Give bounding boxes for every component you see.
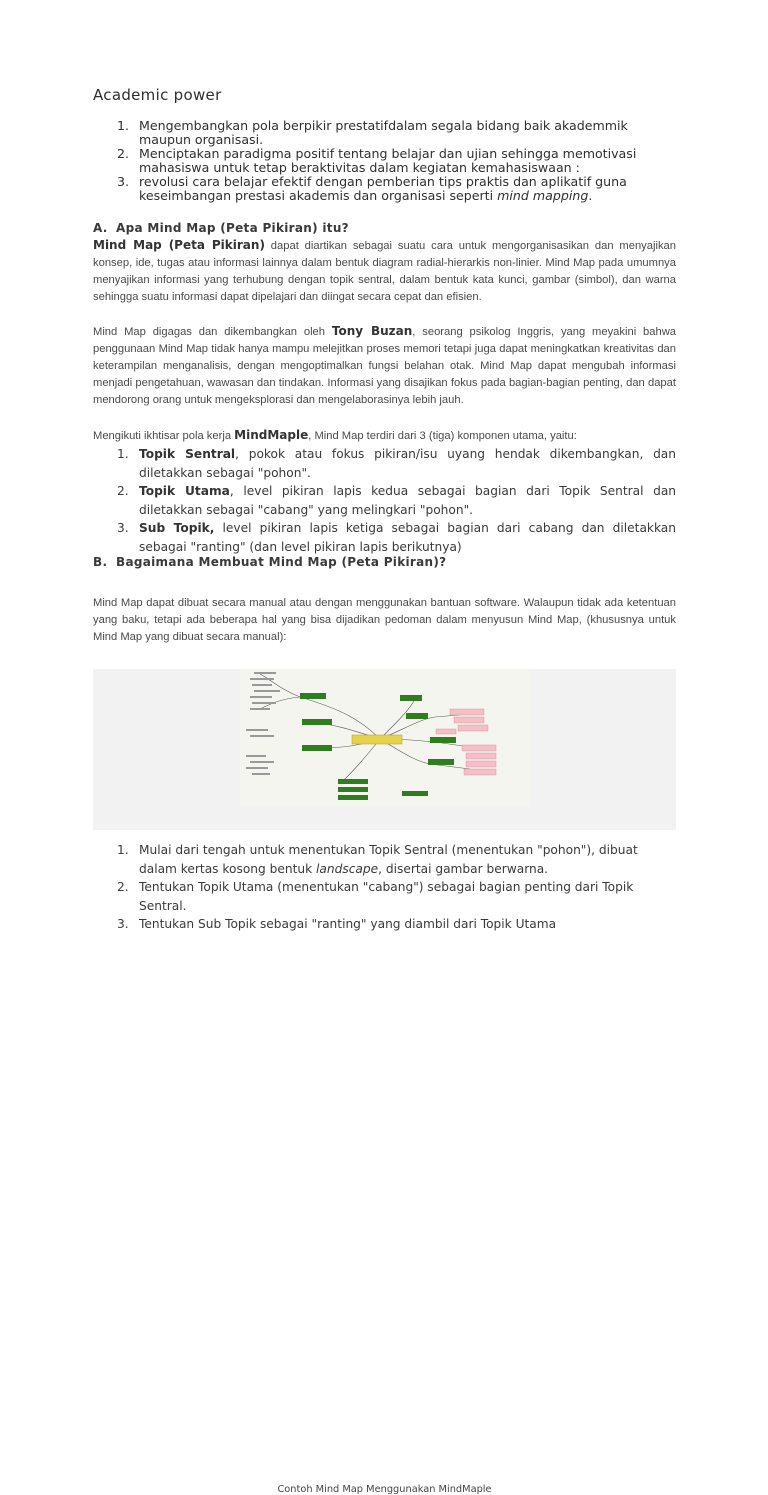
paragraph-how-to: Mind Map dapat dibuat secara manual atau dengan menggunakan bantuan software. Walaupun tidak ada ketentuan yang baku, tetapi ada beberapa hal yang bisa dijadikan pedoman dalam menyusun Mind Map, (khususnya untuk Mind Map yang dibuat secara manual): [93,597,676,644]
list-number: 2. [117,484,129,498]
list-number: 3. [117,174,130,189]
list-item-text: Menciptakan paradigma positif tentang belajar dan ujian sehingga memotivasi mahasiswa untuk tetap beraktivitas dalam kegiatan kemahasiswaan : [139,146,637,175]
list-item-text: Mengembangkan pola berpikir prestatifdalam segala bidang baik akademmik maupun organisasi. [139,118,628,147]
list-item [93,915,676,934]
section-title: Bagaimana Membuat Mind Map (Peta Pikiran)? [116,555,447,569]
steps-list [93,841,676,934]
list-item-text: revolusi cara belajar efektif dengan pemberian tips praktis dan aplikatif guna keseimbangan prestasi akademis dan organisasi seperti [139,174,627,203]
list-item-italic: landscape [316,861,379,876]
list-item [93,519,676,556]
list-item [93,175,676,202]
paragraph-text: dapat diartikan sebagai suatu cara untuk mengorganisasikan dan menyajikan konsep, ide, tugas atau informasi lainnya dalam bentuk diagram radial-hierarkis non-linier. Mind Map pada umumnya menyajikan informasi yang terhubung dengan topik sentral, dalam bentuk kata kunci, gambar (simbol), dan warna sehingga suatu informasi dapat dipelajari dan diingat secara cepat dan efisien. [93,240,676,304]
list-item [93,147,676,174]
section-title: Apa Mind Map (Peta Pikiran) itu? [116,221,349,235]
paragraph-definition [93,237,676,306]
section-b-heading [93,555,446,569]
list-item-text: Tentukan Sub Topik sebagai "ranting" yang diambil dari Topik Utama [139,917,557,931]
paragraph-text: , seorang psikolog Inggris, yang meyakini bahwa penggunaan Mind Map tidak hanya mampu melejitkan proses memori tetapi juga dapat meningkatkan kreativitas dan keterampilan menganalisis, dengan mengoptimalkan fungsi belahan otak. Mind Map dapat mengubah informasi menjadi pengetahuan, wawasan dan tindakan. Informasi yang disajikan fokus pada bagian-bagian penting, dan dapat mendorong orang untuk mengeksplorasi dan mengelaborasinya lebih jauh. [93,326,677,407]
term-bold: Mind Map (Peta Pikiran) [93,238,265,252]
list-item-text-end: . [588,187,593,203]
list-item-text-end: , disertai gambar berwarna. [378,861,549,876]
paragraph-text: , Mind Map terdiri dari 3 (tiga) komponen utama, yaitu: [308,430,577,442]
section-letter: B. [93,555,108,569]
goals-list [93,119,676,203]
document-title: Academic power [93,86,222,104]
list-item [93,841,676,878]
components-list [93,445,676,556]
paragraph-text: Mengikuti ikhtisar pola kerja [93,430,235,442]
list-number: 1. [117,843,129,857]
list-number: 1. [117,447,129,461]
product-name: MindMaple [234,428,309,442]
list-number: 2. [117,880,129,894]
list-item-term: Topik Utama [139,484,230,498]
list-number: 1. [117,118,130,133]
list-item-text: , pokok atau fokus pikiran/isu uyang hendak dikembangkan, dan diletakkan sebagai "pohon". [139,447,677,480]
list-number: 2. [117,146,130,161]
mindmap-image [240,669,529,806]
list-item-italic: mind mapping [497,187,589,203]
list-item-term: Topik Sentral [139,447,236,461]
list-item [93,119,676,146]
section-letter: A. [93,221,108,235]
list-item-term: Sub Topik, [139,521,215,535]
paragraph-text: Mind Map digagas dan dikembangkan oleh [93,326,332,338]
list-item [93,878,676,915]
paragraph-origin [93,323,676,409]
figure-caption: Contoh Mind Map Menggunakan MindMaple [277,1484,492,1495]
list-item [93,445,676,482]
list-number: 3. [117,917,129,931]
list-item-text: , level pikiran lapis kedua sebagai bagian dari Topik Sentral dan diletakkan sebagai "cabang" yang melingkari "pohon". [139,484,677,517]
list-item-text: Mulai dari tengah untuk menentukan Topik Sentral (menentukan "pohon"), dibuat dalam kertas kosong bentuk [139,843,638,876]
list-item [93,482,676,519]
list-item-text: Tentukan Topik Utama (menentukan "cabang") sebagai bagian penting dari Topik Sentral. [139,880,634,913]
person-name: Tony Buzan [331,324,413,338]
list-item-text: level pikiran lapis ketiga sebagai bagian dari cabang dan diletakkan sebagai "ranting" (dan level pikiran lapis berikutnya) [139,521,677,554]
paragraph-components-intro [93,427,676,445]
list-number: 3. [117,521,129,535]
section-a-heading [93,221,349,235]
